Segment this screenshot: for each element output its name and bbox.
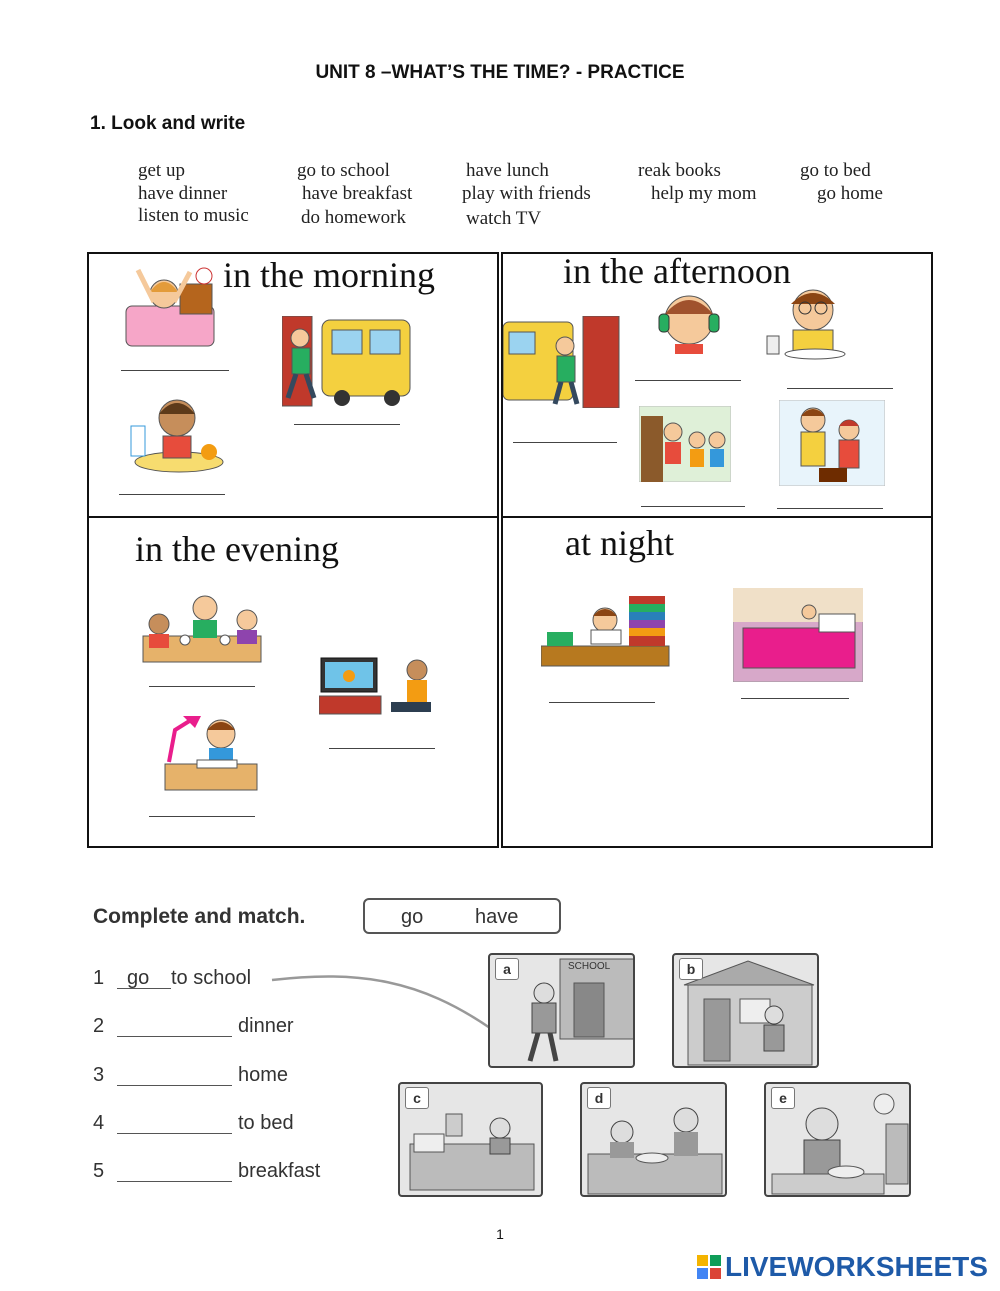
match-picture-d[interactable] [580, 1082, 727, 1197]
logo-text: LIVEWORKSHEETS [725, 1251, 988, 1282]
word-have-lunch: have lunch [466, 160, 549, 181]
word-help-my-mom: help my mom [651, 183, 757, 204]
answer-line[interactable] [294, 424, 400, 425]
item-text: dinner [238, 1015, 294, 1037]
page-title: UNIT 8 –WHAT’S THE TIME? - PRACTICE [315, 62, 685, 83]
word-play-with-friends: play with friends [462, 183, 591, 204]
match-picture-e[interactable] [764, 1082, 911, 1197]
answer-line[interactable] [149, 816, 255, 817]
box-afternoon [501, 252, 933, 518]
box-evening [87, 516, 499, 848]
have-dinner-picture [135, 594, 269, 670]
word-watch-tv: watch TV [466, 208, 542, 229]
answer-line[interactable] [549, 702, 655, 703]
box-morning [87, 252, 499, 518]
section1-heading: 1. Look and write [90, 113, 246, 134]
listen-to-music-picture [653, 282, 725, 354]
item-answer[interactable]: go [117, 967, 171, 989]
have-breakfast-picture [129, 396, 224, 476]
word-bank-have: have [475, 906, 519, 928]
word-reak-books: reak books [638, 160, 721, 181]
picture-letter: e [771, 1087, 795, 1109]
match-picture-a[interactable] [488, 953, 635, 1068]
item-answer[interactable] [117, 1015, 232, 1037]
match-picture-c[interactable] [398, 1082, 543, 1197]
word-have-breakfast: have breakfast [302, 183, 413, 204]
word-go-home: go home [817, 183, 883, 204]
answer-line[interactable] [635, 380, 741, 381]
answer-line[interactable] [777, 508, 883, 509]
item-number: 2 [93, 1015, 105, 1037]
label-night: at night [565, 523, 674, 563]
word-go-to-bed: go to bed [800, 160, 871, 181]
item-number: 4 [93, 1112, 105, 1134]
get-up-picture [124, 262, 219, 348]
complete-and-match-heading: Complete and match. [93, 905, 306, 928]
picture-letter: d [587, 1087, 611, 1109]
item-answer[interactable] [117, 1160, 232, 1182]
label-evening: in the evening [135, 529, 339, 569]
picture-letter: c [405, 1087, 429, 1109]
match-line [270, 970, 494, 1034]
answer-line[interactable] [149, 686, 255, 687]
play-with-friends-picture [639, 406, 731, 482]
item-number: 5 [93, 1160, 105, 1182]
go-to-school-picture [282, 316, 412, 408]
do-homework-picture [161, 712, 261, 794]
word-go-to-school: go to school [297, 160, 390, 181]
item-answer[interactable] [117, 1112, 232, 1134]
label-morning: in the morning [223, 255, 435, 295]
word-bank-go: go [401, 906, 424, 928]
box-night [501, 516, 933, 848]
answer-line[interactable] [329, 748, 435, 749]
item-text: to school [171, 967, 252, 989]
word-bank-box [363, 898, 561, 934]
picture-letter: a [495, 958, 519, 980]
answer-line[interactable] [641, 506, 745, 507]
answer-line[interactable] [119, 494, 225, 495]
item-text: home [238, 1064, 289, 1086]
help-my-mom-picture [779, 400, 885, 486]
label-afternoon: in the afternoon [563, 251, 791, 291]
read-books-picture [541, 596, 671, 668]
item-number: 3 [93, 1064, 105, 1086]
go-to-bed-picture [733, 588, 863, 682]
word-listen-to-music: listen to music [138, 205, 249, 226]
item-answer[interactable] [117, 1064, 232, 1086]
answer-line[interactable] [121, 370, 229, 371]
answer-line[interactable] [787, 388, 893, 389]
word-get-up: get up [138, 160, 185, 181]
answer-line[interactable] [741, 698, 849, 699]
page-number: 1 [496, 1226, 504, 1242]
answer-line[interactable] [513, 442, 617, 443]
have-lunch-picture [765, 284, 860, 360]
word-do-homework: do homework [301, 207, 407, 228]
watch-tv-picture [319, 654, 439, 722]
logo-icon [697, 1255, 721, 1279]
word-have-dinner: have dinner [138, 183, 228, 204]
item-text: breakfast [238, 1160, 321, 1182]
go-home-picture [503, 316, 623, 408]
item-text: to bed [238, 1112, 294, 1134]
picture-letter: b [679, 958, 703, 980]
item-number: 1 [93, 967, 105, 989]
school-sign: SCHOOL [568, 961, 611, 972]
match-picture-b[interactable] [672, 953, 819, 1068]
look-and-write-grid [87, 252, 933, 848]
